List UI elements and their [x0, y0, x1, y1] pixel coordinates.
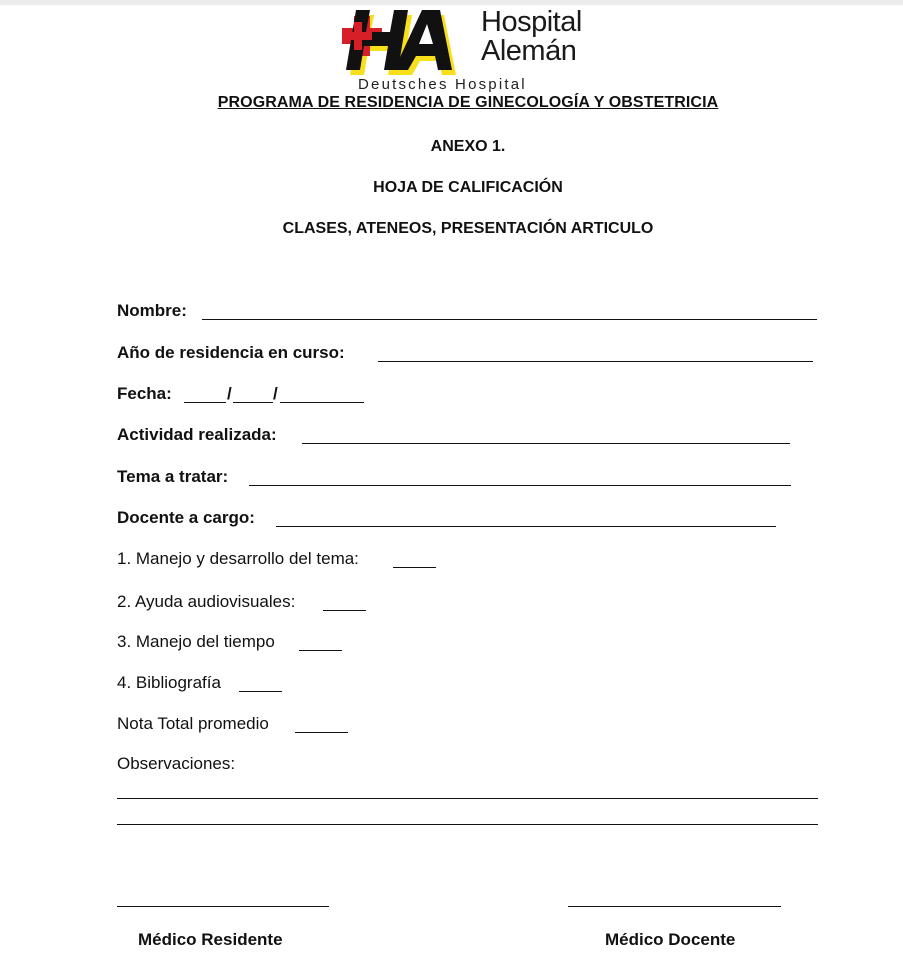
- program-title: PROGRAMA DE RESIDENCIA DE GINECOLOGÍA Y OBSTETRICIA: [217, 94, 719, 111]
- criterion-1-label: 1. Manejo y desarrollo del tema:: [117, 549, 359, 568]
- sheet-title: HOJA DE CALIFICACIÓN: [373, 179, 563, 196]
- topic-field[interactable]: [249, 469, 791, 486]
- teacher-signature-line[interactable]: [568, 892, 781, 907]
- name-field[interactable]: [202, 303, 817, 320]
- ha-logo-mark-icon: [338, 6, 478, 80]
- logo-name-line2: Alemán: [481, 35, 577, 67]
- hospital-logo: [338, 6, 600, 94]
- residency-year-field[interactable]: [378, 345, 813, 362]
- criterion-1-score-field[interactable]: [393, 551, 436, 568]
- observations-line-1[interactable]: [117, 784, 818, 799]
- logo-hospital-name: [481, 8, 601, 66]
- total-score-label: Nota Total promedio: [117, 714, 269, 733]
- criterion-2-score-field[interactable]: [323, 594, 366, 611]
- activity-field[interactable]: [302, 427, 790, 444]
- logo-name-line1: Hospital: [481, 6, 582, 38]
- teacher-field[interactable]: [276, 510, 776, 527]
- criterion-3-score-field[interactable]: [299, 634, 342, 651]
- teacher-signature-label: Médico Docente: [605, 930, 736, 949]
- observations-line-2[interactable]: [117, 810, 818, 825]
- topic-label: Tema a tratar:: [117, 467, 229, 486]
- date-label: Fecha:: [117, 384, 172, 403]
- residency-year-label: Año de residencia en curso:: [117, 343, 345, 362]
- date-year-field[interactable]: [280, 386, 364, 403]
- logo-subtitle: Deutsches Hospital: [358, 76, 527, 93]
- resident-signature-label: Médico Residente: [138, 930, 283, 949]
- date-day-field[interactable]: [184, 386, 226, 403]
- criterion-3-label: 3. Manejo del tiempo: [117, 632, 275, 651]
- date-separator-1: /: [227, 384, 232, 403]
- total-score-field[interactable]: [295, 716, 348, 733]
- criterion-4-label: 4. Bibliografía: [117, 673, 221, 692]
- observations-label: Observaciones:: [117, 754, 236, 773]
- teacher-label: Docente a cargo:: [117, 508, 255, 527]
- name-label: Nombre:: [117, 301, 187, 320]
- date-month-field[interactable]: [233, 386, 273, 403]
- annex-title: ANEXO 1.: [430, 138, 506, 155]
- activity-label: Actividad realizada:: [117, 425, 277, 444]
- page-top-border: [0, 0, 903, 5]
- criterion-2-label: 2. Ayuda audiovisuales:: [117, 592, 296, 611]
- date-separator-2: /: [273, 384, 278, 403]
- resident-signature-line[interactable]: [117, 892, 329, 907]
- sheet-subtitle: CLASES, ATENEOS, PRESENTACIÓN ARTICULO: [282, 220, 654, 237]
- criterion-4-score-field[interactable]: [239, 675, 282, 692]
